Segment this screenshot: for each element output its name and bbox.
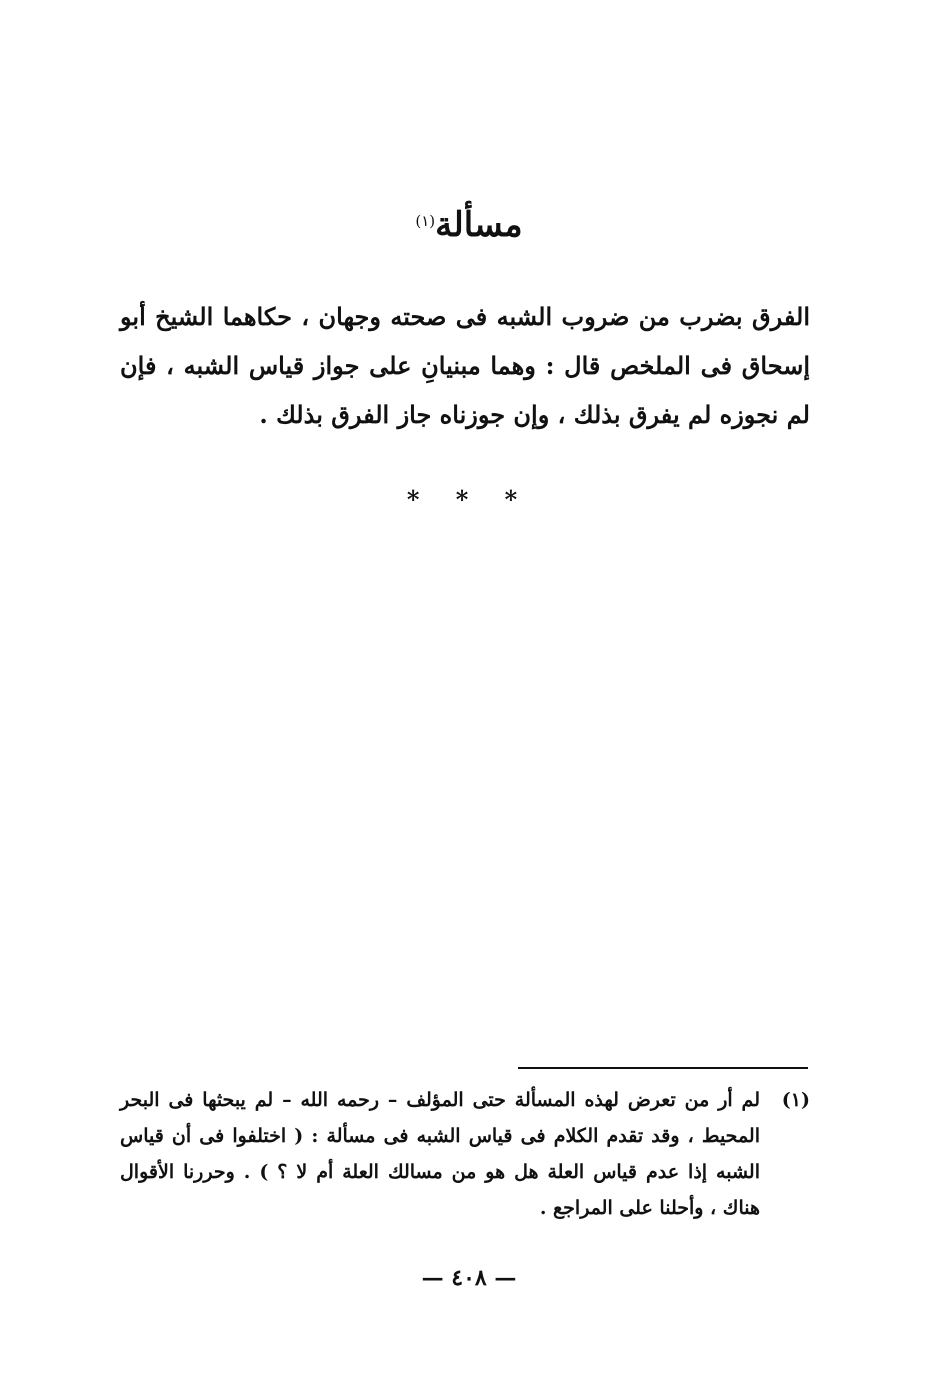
section-title (0, 200, 938, 250)
section-separator: * * * (406, 485, 532, 514)
footnote-reference: (١) (415, 212, 436, 230)
body-paragraph: الفرق بضرب من ضروب الشبه فى صحته وجهان ، حكاهما الشيخ أبو إسحاق فى الملخص قال : وهما مبنيانِ على جواز قياس الشبه ، فإن لم نجوزه لم يفرق بذلك ، وإن جوزناه جاز الفرق بذلك . (120, 302, 810, 429)
page-number: — ٤٠٨ — (421, 1265, 517, 1291)
footnote (120, 1082, 810, 1226)
section-title-text: مسألة (435, 205, 523, 245)
footnote-text: لم أر من تعرض لهذه المسألة حتى المؤلف – رحمه الله – لم يبحثها فى البحر المحيط ، وقد تقدم الكلام فى قياس الشبه فى مسألة : ( اختلفوا فى أن قياس الشبه إذا عدم قياس العلة هل هو من مسالك العلة أم لا ؟ ) . وحررنا الأقوال هناك ، وأحلنا على المراجع . (120, 1089, 760, 1219)
footnote-marker: (١) (781, 1089, 810, 1111)
footnote-divider (518, 1067, 808, 1069)
